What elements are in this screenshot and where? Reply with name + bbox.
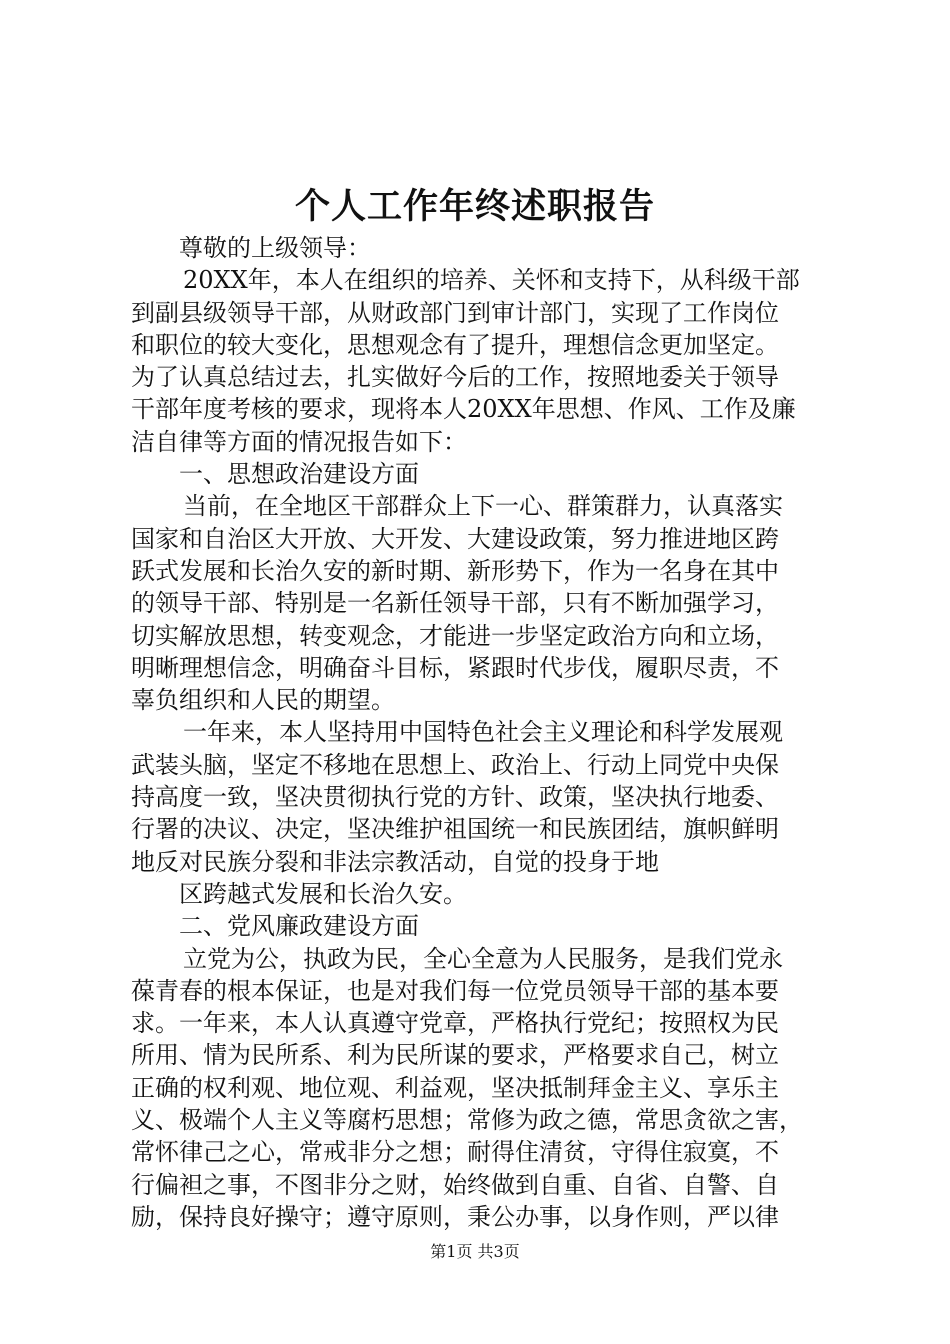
paragraph-line: 求。一年来，本人认真遵守党章，严格执行党纪；按照权为民 bbox=[131, 1009, 779, 1038]
paragraph-line: 常怀律己之心，常戒非分之想；耐得住清贫，守得住寂寞，不 bbox=[131, 1138, 779, 1167]
paragraph-line: 持高度一致，坚决贯彻执行党的方针、政策，坚决执行地委、 bbox=[131, 783, 779, 812]
paragraph-line: 励，保持良好操守；遵守原则，秉公办事，以身作则，严以律 bbox=[131, 1202, 779, 1231]
paragraph-line: 葆青春的根本保证，也是对我们每一位党员领导干部的基本要 bbox=[131, 976, 779, 1005]
paragraph-line: 区跨越式发展和长治久安。 bbox=[179, 879, 467, 908]
paragraph-line: 武装头脑，坚定不移地在思想上、政治上、行动上同党中央保 bbox=[131, 750, 779, 779]
salutation-line: 尊敬的上级领导： bbox=[179, 234, 371, 262]
paragraph-line: 和职位的较大变化，思想观念有了提升，理想信念更加坚定。 bbox=[131, 330, 779, 359]
document-title: 个人工作年终述职报告 bbox=[294, 186, 655, 227]
paragraph-line: 跃式发展和长治久安的新时期、新形势下，作为一名身在其中 bbox=[131, 556, 779, 585]
paragraph-line: 切实解放思想，转变观念，才能进一步坚定政治方向和立场， bbox=[131, 621, 779, 650]
paragraph-line: 义、极端个人主义等腐朽思想；常修为政之德，常思贪欲之害， bbox=[131, 1106, 803, 1135]
paragraph-line: 当前，在全地区干部群众上下一心、群策群力，认真落实 bbox=[183, 492, 783, 521]
paragraph-line: 洁自律等方面的情况报告如下： bbox=[131, 427, 467, 456]
document-body bbox=[131, 232, 831, 1233]
paragraph-line: 到副县级领导干部，从财政部门到审计部门，实现了工作岗位 bbox=[131, 298, 779, 327]
paragraph-line: 立党为公，执政为民，全心全意为人民服务，是我们党永 bbox=[183, 944, 783, 973]
paragraph-line: 干部年度考核的要求，现将本人20XX年思想、作风、工作及廉 bbox=[131, 395, 796, 424]
paragraph-line: 行署的决议、决定，坚决维护祖国统一和民族团结，旗帜鲜明 bbox=[131, 815, 779, 844]
paragraph-line: 20XX年，本人在组织的培养、关怀和支持下，从科级干部 bbox=[183, 266, 800, 295]
section-heading: 一、思想政治建设方面 bbox=[179, 460, 419, 489]
paragraph-line: 一年来，本人坚持用中国特色社会主义理论和科学发展观 bbox=[183, 718, 783, 747]
paragraph-line: 行偏袒之事，不图非分之财，始终做到自重、自省、自警、自 bbox=[131, 1170, 779, 1199]
paragraph-line: 的领导干部、特别是一名新任领导干部，只有不断加强学习， bbox=[131, 589, 779, 618]
page-footer: 第1页 共3页 bbox=[430, 1242, 520, 1261]
paragraph-line: 正确的权利观、地位观、利益观，坚决抵制拜金主义、享乐主 bbox=[131, 1073, 779, 1102]
paragraph-line: 为了认真总结过去，扎实做好今后的工作，按照地委关于领导 bbox=[131, 363, 779, 392]
paragraph-line: 辜负组织和人民的期望。 bbox=[131, 686, 395, 715]
paragraph-line: 国家和自治区大开放、大开发、大建设政策，努力推进地区跨 bbox=[131, 524, 779, 553]
paragraph-line: 地反对民族分裂和非法宗教活动，自觉的投身于地 bbox=[131, 847, 659, 876]
paragraph-line: 所用、情为民所系、利为民所谋的要求，严格要求自己，树立 bbox=[131, 1041, 779, 1070]
section-heading: 二、党风廉政建设方面 bbox=[179, 912, 419, 941]
paragraph-line: 明晰理想信念，明确奋斗目标，紧跟时代步伐，履职尽责，不 bbox=[131, 653, 779, 682]
